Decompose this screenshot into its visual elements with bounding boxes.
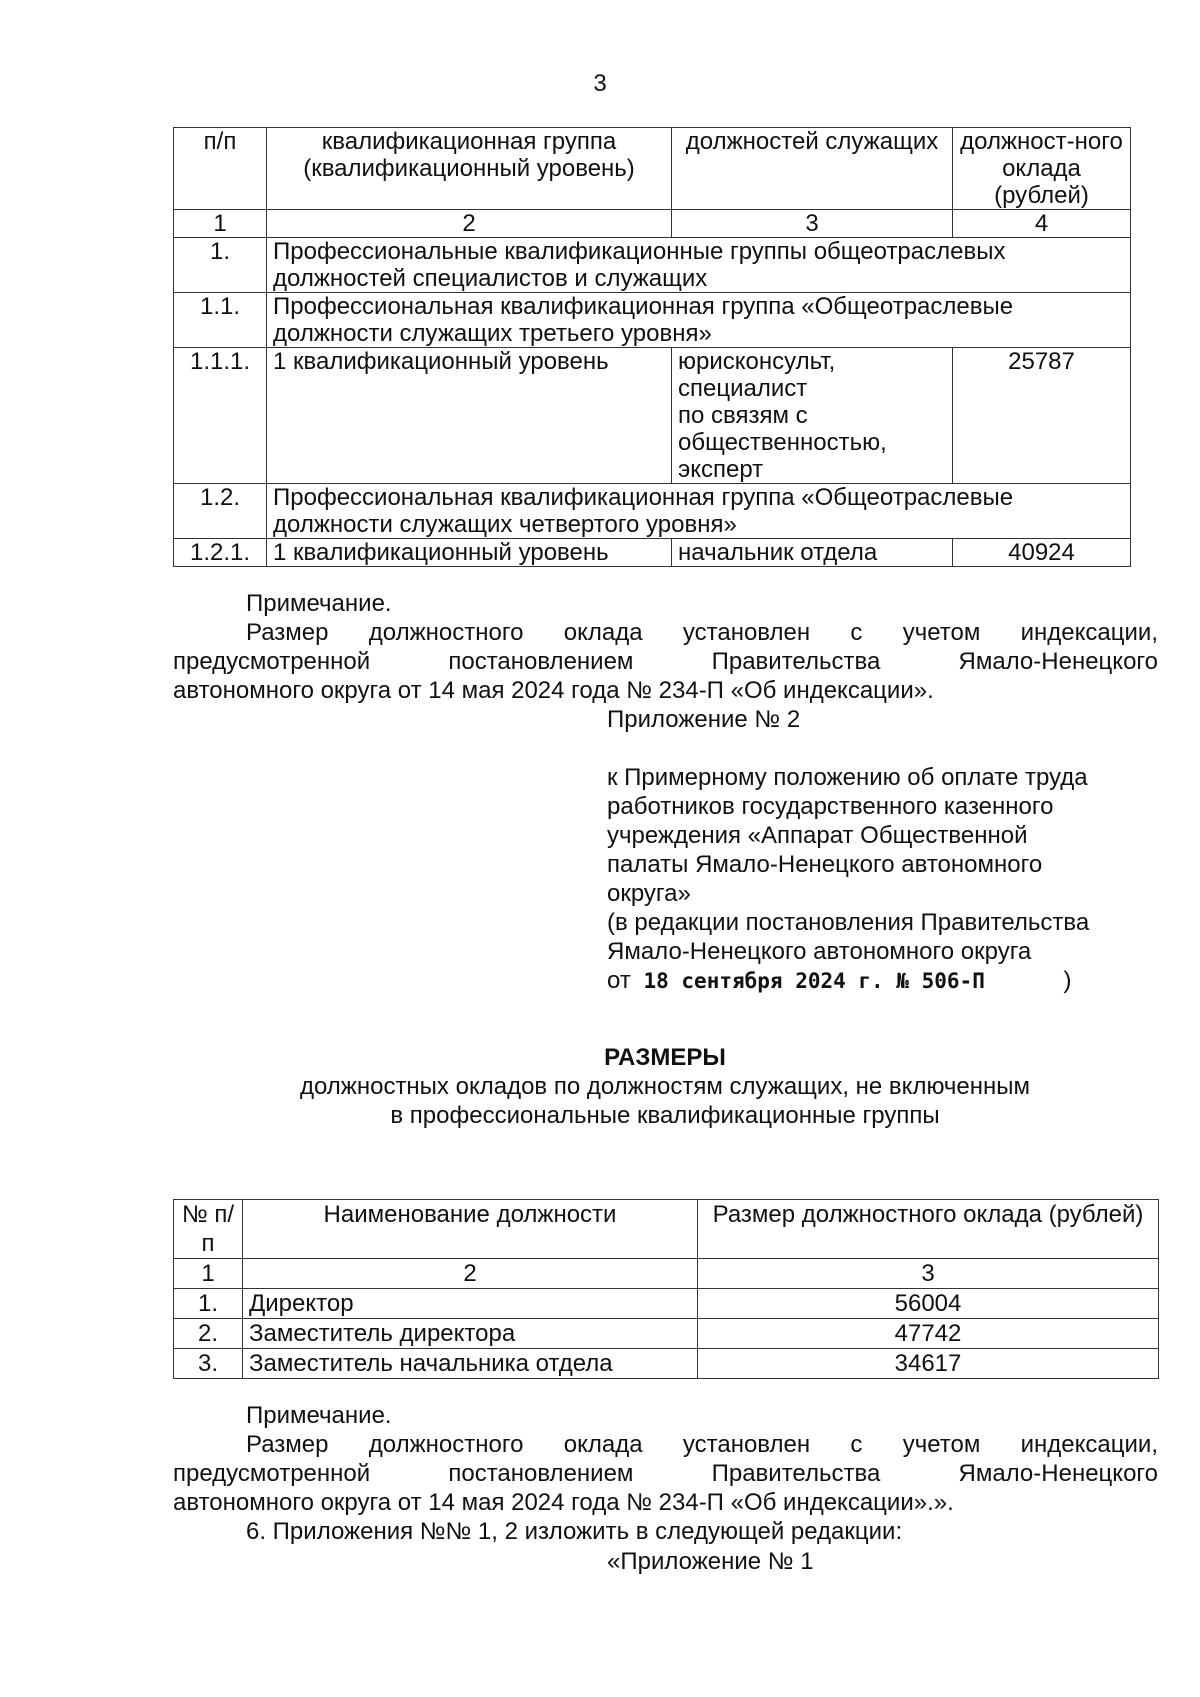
position-line: специалист (678, 375, 808, 402)
note-line: предусмотренной постановлением Правительства Ямало-Ненецкого (173, 1460, 1158, 1487)
row-section-text: Профессиональная квалификационная группа «Общеотраслевые должности служащих третьего уровня» (267, 293, 1131, 348)
table-header-row (174, 128, 1131, 210)
row-position: начальник отдела (672, 539, 953, 567)
heading-line: в профессиональные квалификационные группы (390, 1102, 940, 1129)
heading-title: РАЗМЕРЫ (604, 1044, 726, 1071)
row-num: 1.2.1. (174, 539, 267, 567)
row-salary: 56004 (698, 1289, 1159, 1319)
note-line: автономного округа от 14 мая 2024 года № 234-П «Об индексации». (173, 677, 934, 704)
table-row (174, 539, 1131, 567)
row-salary: 40924 (953, 539, 1131, 567)
index-cell: 1 (174, 210, 267, 238)
table-row (174, 1349, 1159, 1379)
table-row (174, 238, 1131, 293)
header-num: № п/п (174, 1200, 243, 1259)
header-num: п/п (174, 128, 267, 210)
row-name: Заместитель начальника отдела (243, 1349, 698, 1379)
row-section-text: Профессиональная квалификационная группа «Общеотраслевые должности служащих четвертого уровня» (267, 484, 1131, 539)
index-cell: 3 (698, 1259, 1159, 1289)
section-heading (0, 1043, 1200, 1130)
header-group: квалификационная группа (квалификационный уровень) (267, 128, 672, 210)
row-salary: 47742 (698, 1319, 1159, 1349)
appendix-2-title: Приложение № 2 (607, 706, 801, 733)
appendix-line: к Примерному положению об оплате труда (607, 764, 1088, 791)
note-line: Размер должностного оклада установлен с учетом индексации, (246, 619, 1158, 646)
date-suffix: ) (1063, 967, 1072, 994)
row-positions (672, 348, 953, 484)
appendix-line: округа» (607, 880, 691, 907)
row-salary: 25787 (953, 348, 1131, 484)
position-line: общественностью, (678, 429, 887, 456)
row-num: 1. (174, 238, 267, 293)
row-name: Заместитель директора (243, 1319, 698, 1349)
row-num: 1.1. (174, 293, 267, 348)
index-cell: 4 (953, 210, 1131, 238)
row-num: 2. (174, 1319, 243, 1349)
table-index-row (174, 210, 1131, 238)
position-line: эксперт (678, 456, 764, 483)
table-row (174, 1289, 1159, 1319)
appendix-line: палаты Ямало-Ненецкого автономного (607, 851, 1043, 878)
appendix-2-reference (607, 763, 1147, 996)
note-title: Примечание. (246, 590, 392, 617)
row-num: 1.1.1. (174, 348, 267, 484)
table-row (174, 1319, 1159, 1349)
table-row (174, 293, 1131, 348)
note-line: Размер должностного оклада установлен с учетом индексации, (246, 1431, 1158, 1458)
note-title: Примечание. (246, 1402, 392, 1429)
header-salary: должност-ного оклада (рублей) (953, 128, 1131, 210)
row-name: Директор (243, 1289, 698, 1319)
table-header-row (174, 1200, 1159, 1259)
note-1 (173, 589, 1158, 705)
item-6-text: 6. Приложения №№ 1, 2 изложить в следующей редакции: (246, 1518, 903, 1545)
row-section-text: Профессиональные квалификационные группы общеотраслевых должностей специалистов и служащих (267, 238, 1131, 293)
qualification-groups-table (173, 127, 1131, 567)
table-row (174, 348, 1131, 484)
index-cell: 2 (267, 210, 672, 238)
table-row (174, 484, 1131, 539)
row-num: 1.2. (174, 484, 267, 539)
index-cell: 1 (174, 1259, 243, 1289)
row-level: 1 квалификационный уровень (267, 348, 672, 484)
header-name: Наименование должности (243, 1200, 698, 1259)
row-num: 3. (174, 1349, 243, 1379)
position-line: по связям с (678, 402, 808, 429)
positions-salary-table (173, 1199, 1159, 1379)
note-line: предусмотренной постановлением Правительства Ямало-Ненецкого (173, 648, 1158, 675)
appendix-line: учреждения «Аппарат Общественной (607, 822, 1028, 849)
header-salary: Размер должностного оклада (рублей) (698, 1200, 1159, 1259)
page-number: 3 (593, 70, 607, 97)
note-2 (173, 1401, 1158, 1546)
position-line: юрисконсульт, (678, 348, 836, 375)
decree-date-number: 18 сентября 2024 г. № 506-П (643, 969, 985, 993)
appendix-line: Ямало-Ненецкого автономного округа (607, 938, 1032, 965)
row-salary: 34617 (698, 1349, 1159, 1379)
row-num: 1. (174, 1289, 243, 1319)
note-line: автономного округа от 14 мая 2024 года № 234-П «Об индексации».». (173, 1489, 954, 1516)
heading-line: должностных окладов по должностям служащих, не включенным (299, 1073, 1031, 1100)
header-positions: должностей служащих (672, 128, 953, 210)
appendix-1-title: «Приложение № 1 (607, 1548, 814, 1575)
table-index-row (174, 1259, 1159, 1289)
appendix-date-line (607, 966, 1147, 996)
index-cell: 2 (243, 1259, 698, 1289)
appendix-line: (в редакции постановления Правительства (607, 909, 1090, 936)
row-level: 1 квалификационный уровень (267, 539, 672, 567)
appendix-line: работников государственного казенного (607, 793, 1054, 820)
index-cell: 3 (672, 210, 953, 238)
date-prefix: от (607, 967, 631, 994)
